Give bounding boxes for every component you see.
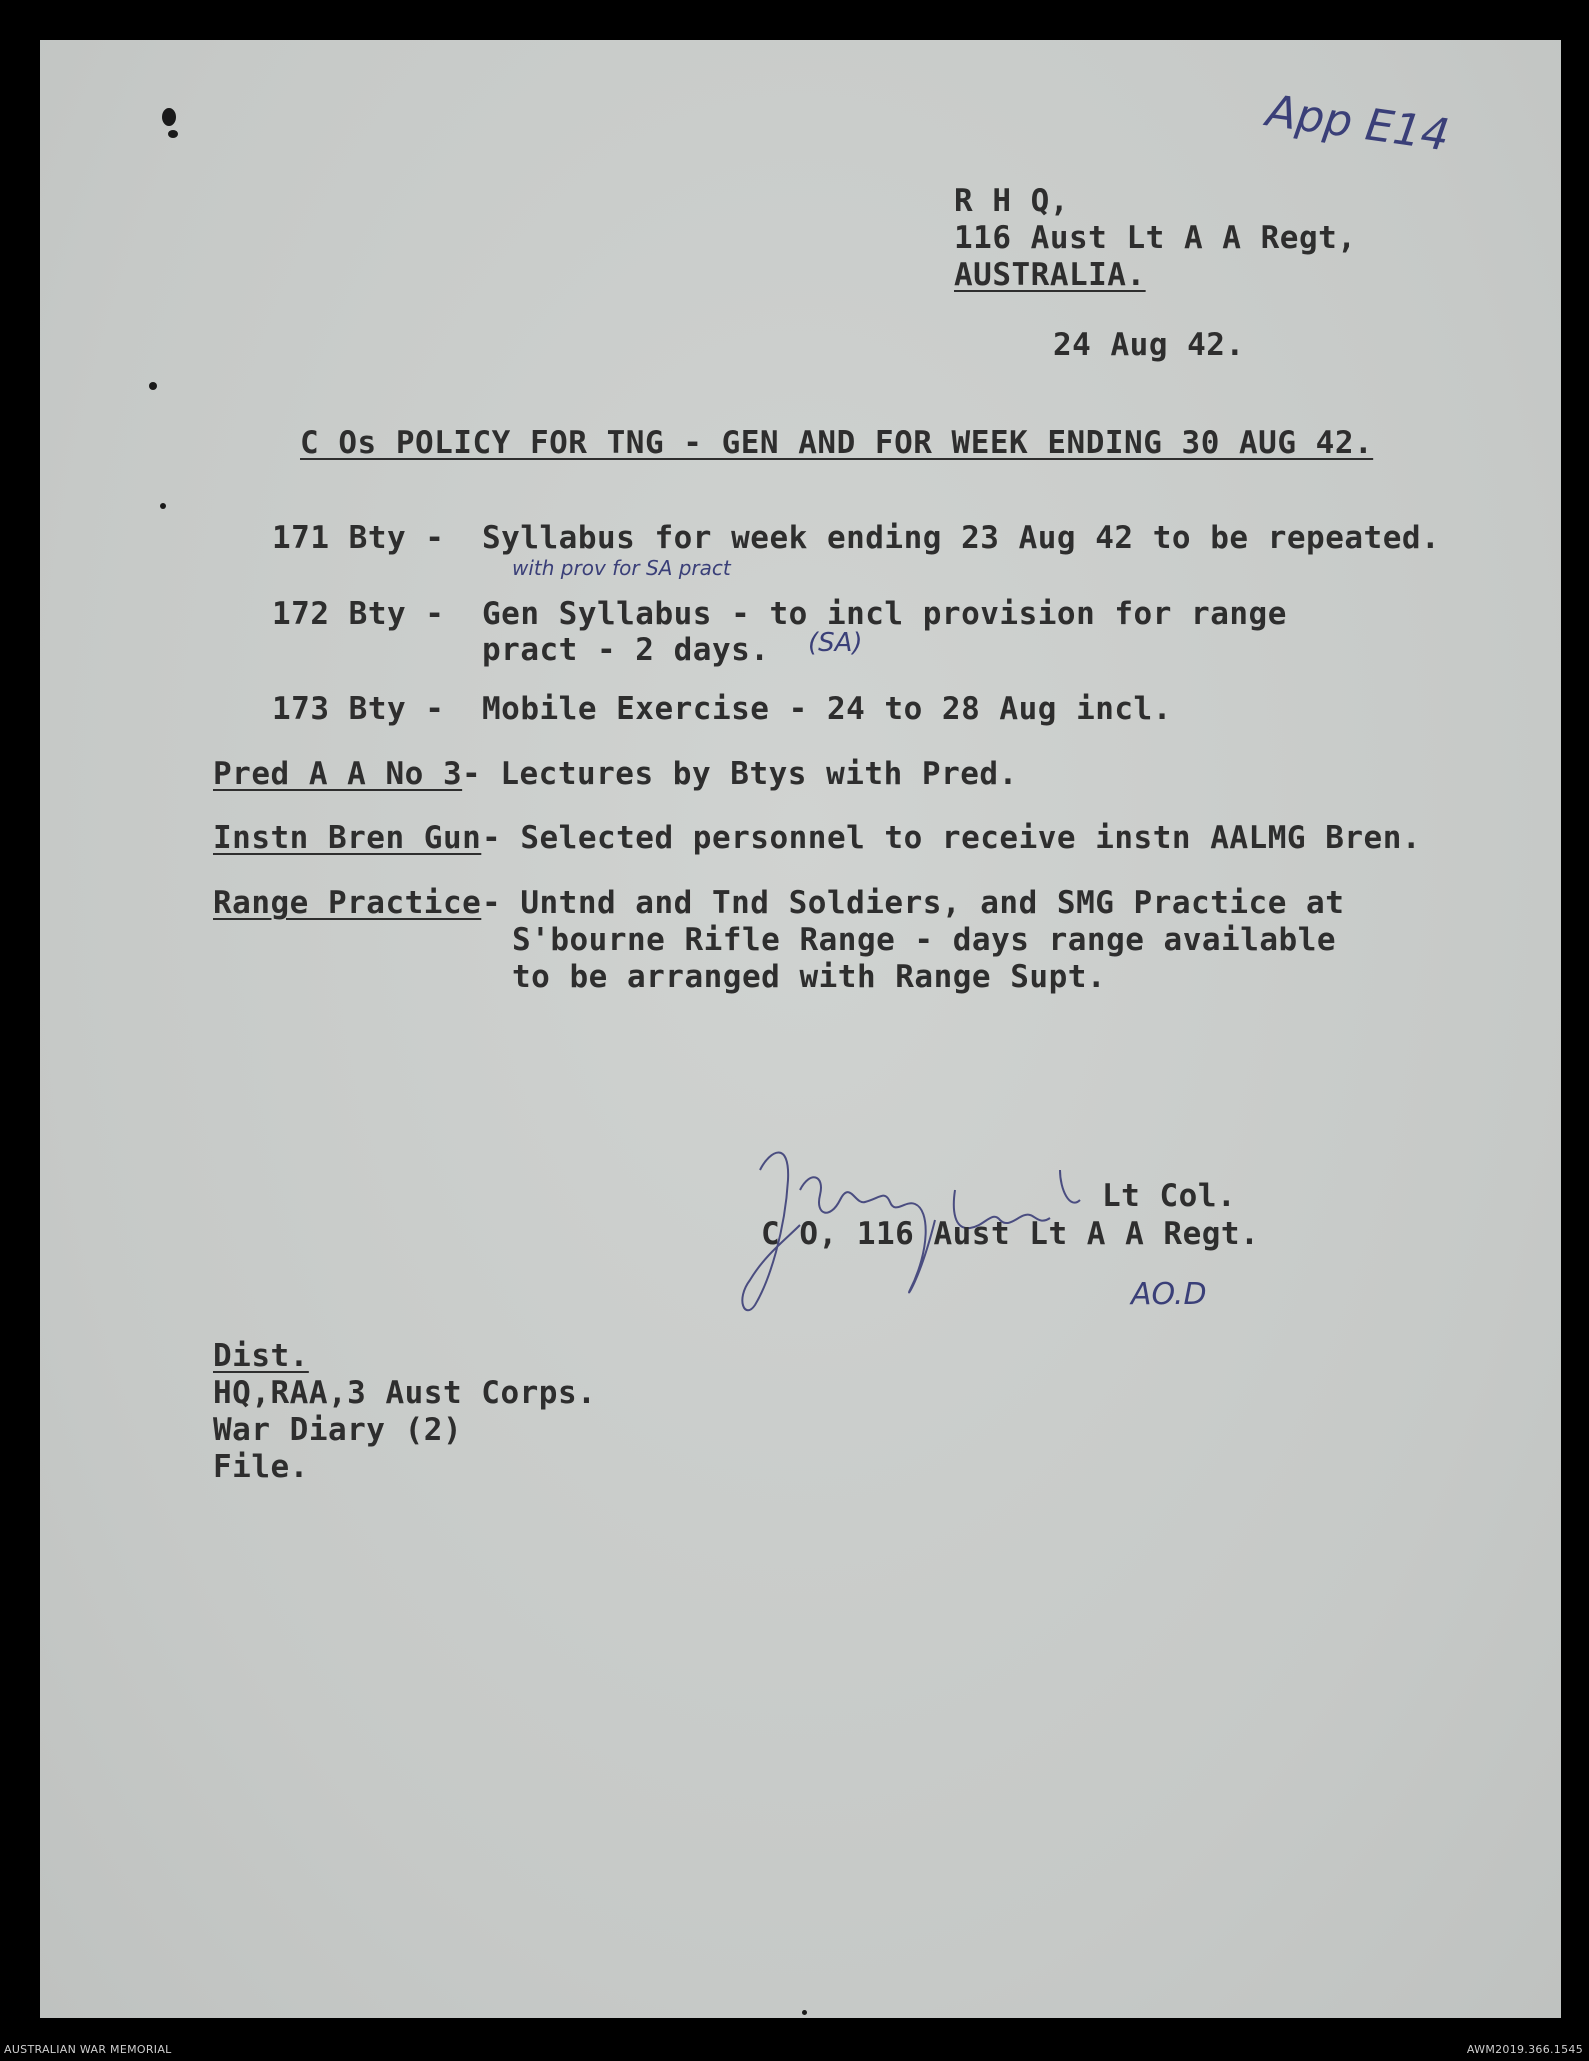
battery-171-label: 171 Bty - xyxy=(272,520,445,556)
punch-mark-top-2 xyxy=(168,130,178,138)
item-range-text: - Untnd and Tnd Soldiers, and SMG Practice at xyxy=(482,885,1345,921)
punch-mark-low xyxy=(160,503,166,509)
item-pred-text: - Lectures by Btys with Pred. xyxy=(462,756,1018,792)
address-line-3: AUSTRALIA. xyxy=(954,257,1146,293)
handwritten-annotation: App E14 xyxy=(1263,85,1453,162)
footer-right: AWM2019.366.1545 xyxy=(1466,2043,1583,2056)
document-page xyxy=(40,40,1561,2018)
footer-left: AUSTRALIAN WAR MEMORIAL xyxy=(4,2043,172,2056)
signature-rank: Lt Col. xyxy=(1102,1178,1237,1214)
handwritten-initials: AO.D xyxy=(1131,1277,1207,1312)
battery-172-text: Gen Syllabus - to incl provision for range xyxy=(482,596,1287,632)
punch-mark-top xyxy=(162,108,176,126)
battery-173-text: Mobile Exercise - 24 to 28 Aug incl. xyxy=(482,691,1172,727)
distribution-heading: Dist. xyxy=(213,1338,309,1374)
battery-173-label: 173 Bty - xyxy=(272,691,445,727)
battery-172-text-2: pract - 2 days. xyxy=(482,632,770,668)
item-range-text-3: to be arranged with Range Supt. xyxy=(512,959,1107,995)
battery-172-label: 172 Bty - xyxy=(272,596,445,632)
address-line-1: R H Q, xyxy=(954,183,1069,219)
battery-172-note: (SA) xyxy=(808,628,863,658)
document-title: C Os POLICY FOR TNG - GEN AND FOR WEEK ENDING 30 AUG 42. xyxy=(300,425,1374,461)
distribution-entry-3: File. xyxy=(213,1449,309,1485)
item-range-text-2: S'bourne Rifle Range - days range available xyxy=(512,922,1337,958)
item-pred-label: Pred A A No 3 xyxy=(213,756,463,792)
signature-title: C O, 116 Aust Lt A A Regt. xyxy=(761,1216,1260,1252)
address-line-2: 116 Aust Lt A A Regt, xyxy=(954,220,1357,256)
punch-mark-mid xyxy=(149,382,157,390)
battery-171-note: with prov for SA pract xyxy=(512,556,731,580)
distribution-entry-2: War Diary (2) xyxy=(213,1412,463,1448)
battery-171-text: Syllabus for week ending 23 Aug 42 to be repeated. xyxy=(482,520,1441,556)
document-date: 24 Aug 42. xyxy=(1053,327,1245,363)
item-range-label: Range Practice xyxy=(213,885,482,921)
item-bren-label: Instn Bren Gun xyxy=(213,820,482,856)
distribution-entry-1: HQ,RAA,3 Aust Corps. xyxy=(213,1375,597,1411)
dot-mark-bottom xyxy=(802,2010,807,2015)
item-bren-text: - Selected personnel to receive instn AALMG Bren. xyxy=(482,820,1422,856)
